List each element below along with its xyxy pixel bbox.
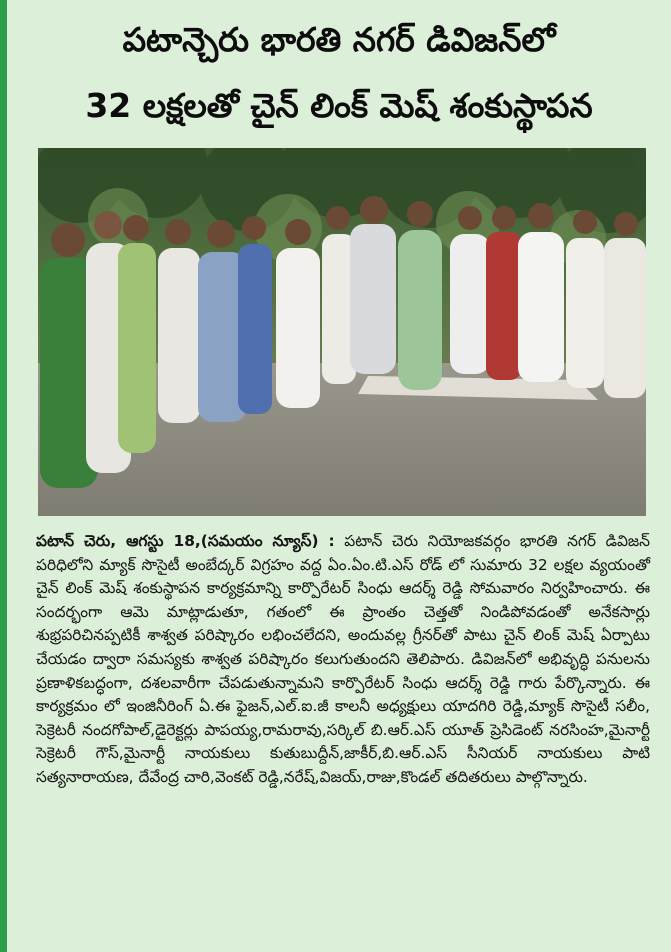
headline-line-2: 32 లక్షలతో చైన్ లింక్ మెష్ శంకుస్థాపన bbox=[85, 86, 593, 125]
accent-stripe bbox=[0, 0, 7, 952]
group-photo-illustration bbox=[38, 148, 646, 516]
news-photo bbox=[38, 148, 646, 516]
news-article bbox=[14, 0, 664, 952]
article-body bbox=[36, 530, 650, 790]
dateline: పటాన్ చెరు, ఆగస్టు 18,(సమయం న్యూస్) : bbox=[36, 532, 335, 550]
article-text: పటాన్ చెరు నియోజకవర్గం భారతి నగర్ డివిజన్ పరిధిలోని మ్యాక్ సొసైటీ అంబేద్కర్ విగ్రహం వద్ద ఏం.ఏం.టి.ఎస్ రోడ్ లో సుమారు 32 లక్షల వ్యయంతో చైన్ లింక్ మెష్ శంకుస్థాపన కార్యక్రమాన్ని కార్పొరేటర్ సింధు ఆదర్శ్ రెడ్డి సోమవారం నిర్వహించారు. ఈ సందర్భంగా ఆమె మాట్లాడుతూ, గతంలో ఈ ప్రాంతం చెత్తతో నిండిపోవడంతో అనేకసార్లు శుభ్రపరిచినప్పటికీ శాశ్వత పరిష్కారం లభించలేదని, అందువల్ల గ్రీనర్‌తో పాటు చైన్ లింక్ మెష్ ఏర్పాటు చేయడం ద్వారా సమస్యకు శాశ్వత పరిష్కారం కలుగుతుందని తెలిపారు. డివిజన్‌లో అభివృద్ధి పనులను ప్రణాళికబద్ధంగా, దశలవారీగా చేపడుతున్నామని కార్పొరేటర్ సింధు ఆదర్శ్ రెడ్డి గారు పేర్కొన్నారు. ఈ కార్యక్రమం లో ఇంజినీరింగ్ ఏ.ఈ ఫైజన్,ఎల్.ఐ.జీ కాలనీ అధ్యక్షులు యాదగిరి రెడ్డి,మ్యాక్ సొసైటీ సలీం, సెక్రెటరీ నందగోపాల్,డైరెక్టర్లు పాపయ్య,రామరావు,సర్కిల్ బి.ఆర్.ఎస్ యూత్ ప్రెసిడెంట్ నరసింహ,మైనార్టీ సెక్రెటరీ గౌస్,మైనార్టీ నాయకులు కుతుబుద్దీన్,జాకీర్,బి.ఆర్.ఎస్ సీనియర్ నాయకులు పాటి సత్యనారాయణ, దేవేంద్ర చారి,వెంకట్ రెడ్డి,నరేష్,విజయ్,రాజు,కొండల్ తదితరులు పాల్గొన్నారు. bbox=[36, 532, 650, 786]
headline-line-1: పటాన్చెరు భారతి నగర్ డివిజన్‌లో bbox=[122, 20, 556, 59]
